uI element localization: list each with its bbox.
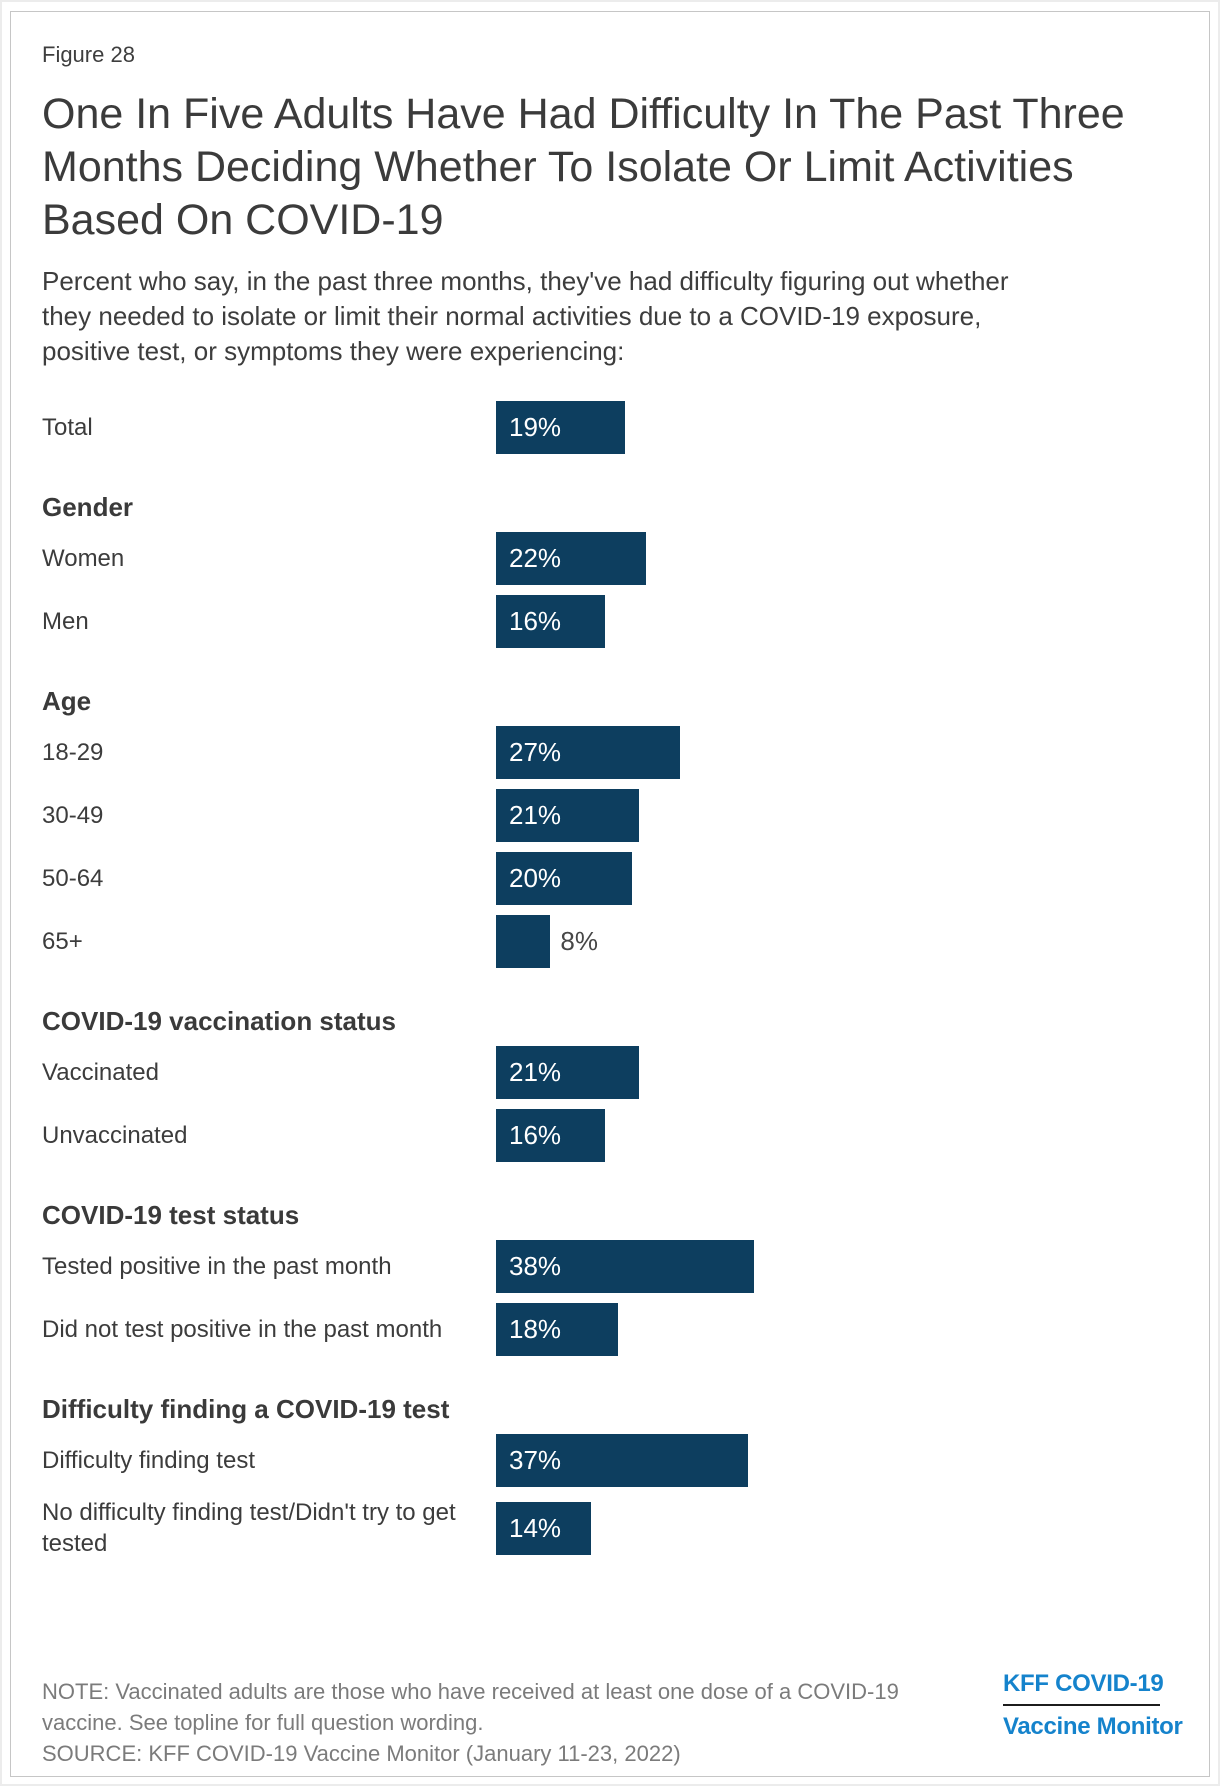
group-header-vaccination-status: COVID-19 vaccination status xyxy=(42,1006,396,1036)
bar xyxy=(496,1240,754,1293)
bar-value-label: 37% xyxy=(509,1445,562,1475)
bar xyxy=(496,1303,618,1356)
bar-label: 18-29 xyxy=(42,739,104,766)
bar-row-unvaccinated xyxy=(42,1109,1182,1162)
bar-value-label: 14% xyxy=(509,1512,562,1543)
bar-value-label: 18% xyxy=(509,1314,562,1344)
chart-card xyxy=(42,0,1182,1569)
group-header-test-status: COVID-19 test status xyxy=(42,1200,300,1230)
source-line: SOURCE: KFF COVID-19 Vaccine Monitor (January 11-23, 2022) xyxy=(42,1741,681,1766)
bar xyxy=(496,1046,639,1099)
chart-subtitle: Percent who say, in the past three months, they've had difficulty figuring out whether they needed to isolate or limit their normal activities due to a COVID-19 exposure, positive test, or symptoms they were experiencing: xyxy=(42,266,1009,366)
bar-row-30-49 xyxy=(42,789,1182,842)
bar xyxy=(496,532,646,585)
bar xyxy=(496,852,632,905)
bar-row-tested-positive xyxy=(42,1240,1182,1293)
bar-label: Total xyxy=(42,414,93,441)
bar xyxy=(496,1109,605,1162)
bar-value-label: 27% xyxy=(509,737,562,767)
bar-label: Women xyxy=(42,545,125,572)
bar xyxy=(496,915,550,968)
bar-label: Difficulty finding test xyxy=(42,1447,255,1474)
bar-chart xyxy=(42,401,1182,1559)
bar-value-label: 21% xyxy=(509,1057,562,1087)
bar-label: Did not test positive in the past month xyxy=(42,1316,443,1343)
bar-label: Tested positive in the past month xyxy=(42,1253,392,1280)
bar-row-men xyxy=(42,595,1182,648)
bar-value-label: 21% xyxy=(509,800,562,830)
bar-value-label: 38% xyxy=(509,1251,562,1281)
bar-row-18-29 xyxy=(42,726,1182,779)
bar xyxy=(496,401,625,454)
bar-label: Unvaccinated xyxy=(42,1122,188,1149)
figure-label: Figure 28 xyxy=(42,42,135,67)
bar xyxy=(496,726,680,779)
bar-label: No difficulty finding test/Didn't try to get tested xyxy=(42,1499,456,1557)
kff-vaccine-monitor-logo xyxy=(1003,1670,1220,1741)
bar-row-difficulty-finding-test xyxy=(42,1434,1182,1487)
bar-label: Men xyxy=(42,608,89,635)
logo-divider-line xyxy=(1003,1704,1160,1706)
bar-row-women xyxy=(42,532,1182,585)
footnote: NOTE: Vaccinated adults are those who have received at least one dose of a COVID-19 vaccine. See topline for full question wording. xyxy=(42,1679,899,1735)
bar-label: 65+ xyxy=(42,928,83,955)
bar-row-total xyxy=(42,401,1182,454)
footer xyxy=(42,1670,1183,1769)
group-header-age: Age xyxy=(42,686,92,716)
bar-value-label: 8% xyxy=(560,926,598,956)
chart-title: One In Five Adults Have Had Difficulty In The Past Three Months Deciding Whether To Isolate Or Limit Activities Based On COVID-19 xyxy=(42,90,1125,244)
bar-value-label: 20% xyxy=(509,863,562,893)
bar xyxy=(496,1502,591,1555)
bar-row-vaccinated xyxy=(42,1046,1182,1099)
bar xyxy=(496,1434,748,1487)
bar-label: Vaccinated xyxy=(42,1059,159,1086)
bar xyxy=(496,789,639,842)
bar xyxy=(496,595,605,648)
group-header-difficulty-finding-test: Difficulty finding a COVID-19 test xyxy=(42,1394,450,1424)
logo-line2: Vaccine Monitor xyxy=(1003,1713,1183,1740)
bar-row-no-difficulty xyxy=(42,1497,1182,1559)
logo-line1: KFF COVID-19 xyxy=(1003,1670,1164,1697)
bar-label: 30-49 xyxy=(42,802,104,829)
bar-row-did-not-test-positive xyxy=(42,1303,1182,1356)
bar-value-label: 16% xyxy=(509,606,562,636)
bar-row-65plus xyxy=(42,915,1182,968)
group-header-gender: Gender xyxy=(42,492,134,522)
bar-value-label: 19% xyxy=(509,412,562,442)
bar-value-label: 22% xyxy=(509,543,562,573)
bar-row-50-64 xyxy=(42,852,1182,905)
bar-value-label: 16% xyxy=(509,1120,562,1150)
bar-label: 50-64 xyxy=(42,865,104,892)
